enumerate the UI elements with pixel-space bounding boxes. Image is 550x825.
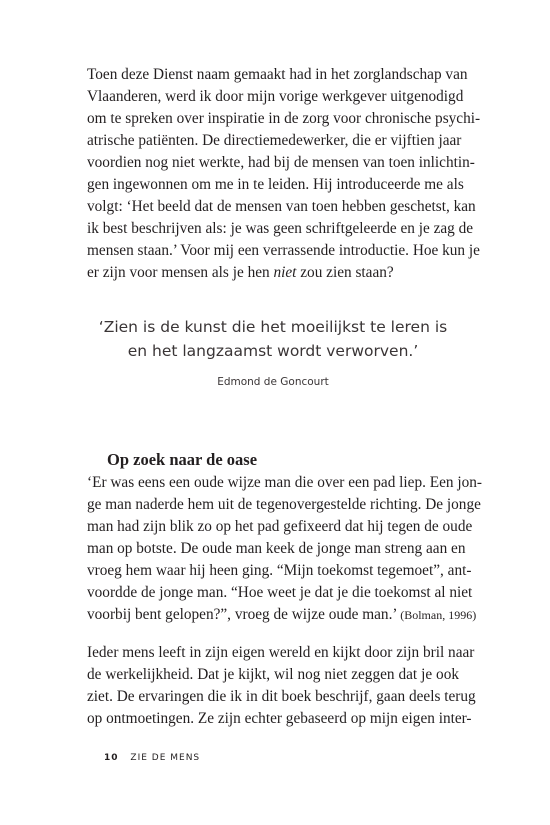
text-line: ik best beschrijven als: je was geen schriftgeleerde en je zag de (87, 220, 474, 237)
text-line: ge man naderde hem uit de tegenovergestelde richting. De jonge (87, 496, 481, 513)
page-number: 10 (104, 753, 119, 763)
text-fragment: er zijn voor mensen als je hen (87, 264, 274, 281)
text-line (87, 262, 459, 284)
citation: (Bolman, 1996) (400, 608, 477, 622)
text-line: vroeg hem waar hij heen ging. “Mijn toekomst tegemoet”, ant- (87, 562, 472, 579)
quote-line: ‘Zien is de kunst die het moeilijkst te leren is (98, 318, 448, 336)
text-line: Toen deze Dienst naam gemaakt had in het zorglandschap van (87, 66, 468, 83)
section-heading: Op zoek naar de oase (107, 450, 258, 469)
text-line: man had zijn blik zo op het pad gefixeerd dat hij tegen de oude (87, 518, 473, 535)
text-line: de werkelijkheid. Dat je kijkt, wil nog niet zeggen dat je ook (87, 666, 459, 683)
text-line: op ontmoetingen. Ze zijn echter gebaseerd op mijn eigen inter- (87, 710, 472, 727)
text-fragment: zou zien staan? (296, 264, 394, 281)
quote-line: en het langzaamst wordt verworven.’ (127, 342, 419, 360)
text-line: ‘Er was eens een oude wijze man die over een pad liep. Een jon- (87, 474, 483, 491)
text-line: Vlaanderen, werd ik door mijn vorige werkgever uitgenodigd (87, 88, 464, 105)
text-line: ziet. De ervaringen die ik in dit boek beschrijf, gaan deels terug (87, 688, 476, 705)
text-line: gen ingewonnen om me in te leiden. Hij introduceerde me als (87, 176, 464, 193)
text-line: om te spreken over inspiratie in de zorg voor chronische psychi- (87, 110, 481, 127)
text-line: Ieder mens leeft in zijn eigen wereld en kijkt door zijn bril naar (87, 644, 475, 661)
text-line: atrische patiënten. De directiemedewerker, die er vijftien jaar (87, 132, 462, 149)
text-line: voordde de jonge man. “Hoe weet je dat je die toekomst al niet (87, 584, 473, 601)
text-line: voordien nog niet werkte, had bij de mensen van toen inlichtin- (87, 154, 475, 171)
quote-author: Edmond de Goncourt (217, 376, 329, 388)
text-line (87, 604, 477, 626)
running-title: ZIE DE MENS (130, 753, 201, 763)
emphasis: niet (273, 264, 297, 281)
text-line: mensen staan.’ Voor mij een verrassende introductie. Hoe kun je (87, 242, 480, 259)
page-footer (104, 753, 200, 763)
text-line: volgt: ‘Het beeld dat de mensen van toen hebben geschetst, kan (87, 198, 476, 215)
text-line: man op botste. De oude man keek de jonge man streng aan en (87, 540, 466, 557)
text-fragment: voorbij bent gelopen?”, vroeg de wijze oude man.’ (87, 606, 401, 623)
